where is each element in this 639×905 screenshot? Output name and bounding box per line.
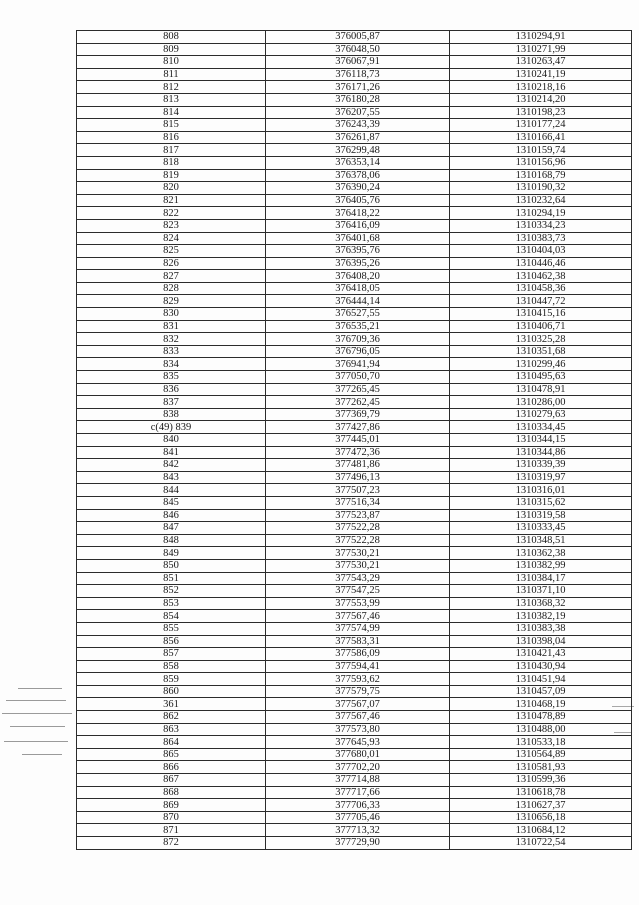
point-number-cell: 821 bbox=[77, 194, 266, 207]
x-coordinate-cell: 376796,05 bbox=[266, 345, 450, 358]
point-number-cell: 854 bbox=[77, 610, 266, 623]
x-coordinate-cell: 376418,05 bbox=[266, 282, 450, 295]
x-coordinate-cell: 377706,33 bbox=[266, 799, 450, 812]
point-number-cell: 361 bbox=[77, 698, 266, 711]
y-coordinate-cell: 1310684,12 bbox=[450, 824, 632, 837]
point-number-cell: 808 bbox=[77, 31, 266, 44]
y-coordinate-cell: 1310457,09 bbox=[450, 685, 632, 698]
x-coordinate-cell: 376416,09 bbox=[266, 219, 450, 232]
y-coordinate-cell: 1310241,19 bbox=[450, 68, 632, 81]
table-row bbox=[77, 824, 632, 837]
point-number-cell: 811 bbox=[77, 68, 266, 81]
table-row bbox=[77, 43, 632, 56]
table-row bbox=[77, 434, 632, 447]
x-coordinate-cell: 376118,73 bbox=[266, 68, 450, 81]
table-row bbox=[77, 534, 632, 547]
y-coordinate-cell: 1310447,72 bbox=[450, 295, 632, 308]
point-number-cell: 869 bbox=[77, 799, 266, 812]
y-coordinate-cell: 1310468,19 bbox=[450, 698, 632, 711]
y-coordinate-cell: 1310271,99 bbox=[450, 43, 632, 56]
table-row bbox=[77, 408, 632, 421]
x-coordinate-cell: 377729,90 bbox=[266, 837, 450, 850]
table-row bbox=[77, 421, 632, 434]
x-coordinate-cell: 377262,45 bbox=[266, 396, 450, 409]
table-row bbox=[77, 371, 632, 384]
y-coordinate-cell: 1310299,46 bbox=[450, 358, 632, 371]
point-number-cell: 831 bbox=[77, 320, 266, 333]
x-coordinate-cell: 377567,46 bbox=[266, 711, 450, 724]
x-coordinate-cell: 376395,26 bbox=[266, 257, 450, 270]
x-coordinate-cell: 377530,21 bbox=[266, 547, 450, 560]
point-number-cell: 846 bbox=[77, 509, 266, 522]
point-number-cell: 857 bbox=[77, 648, 266, 661]
x-coordinate-cell: 376180,28 bbox=[266, 93, 450, 106]
x-coordinate-cell: 377522,28 bbox=[266, 534, 450, 547]
x-coordinate-cell: 377573,80 bbox=[266, 723, 450, 736]
point-number-cell: 841 bbox=[77, 446, 266, 459]
table-row bbox=[77, 345, 632, 358]
x-coordinate-cell: 377645,93 bbox=[266, 736, 450, 749]
table-row bbox=[77, 610, 632, 623]
point-number-cell: 870 bbox=[77, 811, 266, 824]
x-coordinate-cell: 376401,68 bbox=[266, 232, 450, 245]
y-coordinate-cell: 1310382,99 bbox=[450, 559, 632, 572]
table-row bbox=[77, 93, 632, 106]
point-number-cell: 819 bbox=[77, 169, 266, 182]
table-row bbox=[77, 68, 632, 81]
table-row bbox=[77, 648, 632, 661]
y-coordinate-cell: 1310362,38 bbox=[450, 547, 632, 560]
x-coordinate-cell: 376005,87 bbox=[266, 31, 450, 44]
scan-artifact bbox=[2, 713, 72, 714]
y-coordinate-cell: 1310458,36 bbox=[450, 282, 632, 295]
y-coordinate-cell: 1310218,16 bbox=[450, 81, 632, 94]
point-number-cell: 852 bbox=[77, 585, 266, 598]
point-number-cell: 858 bbox=[77, 660, 266, 673]
x-coordinate-cell: 377472,36 bbox=[266, 446, 450, 459]
x-coordinate-cell: 376207,55 bbox=[266, 106, 450, 119]
point-number-cell: 863 bbox=[77, 723, 266, 736]
x-coordinate-cell: 377369,79 bbox=[266, 408, 450, 421]
table-row bbox=[77, 194, 632, 207]
table-row bbox=[77, 585, 632, 598]
x-coordinate-cell: 377523,87 bbox=[266, 509, 450, 522]
x-coordinate-cell: 377516,34 bbox=[266, 496, 450, 509]
point-number-cell: 832 bbox=[77, 333, 266, 346]
point-number-cell: 868 bbox=[77, 786, 266, 799]
table-row bbox=[77, 295, 632, 308]
x-coordinate-cell: 377481,86 bbox=[266, 459, 450, 472]
y-coordinate-cell: 1310166,41 bbox=[450, 131, 632, 144]
x-coordinate-cell: 376418,22 bbox=[266, 207, 450, 220]
table-row bbox=[77, 597, 632, 610]
y-coordinate-cell: 1310316,01 bbox=[450, 484, 632, 497]
point-number-cell: 844 bbox=[77, 484, 266, 497]
y-coordinate-cell: 1310478,89 bbox=[450, 711, 632, 724]
table-row bbox=[77, 459, 632, 472]
point-number-cell: 835 bbox=[77, 371, 266, 384]
y-coordinate-cell: 1310334,45 bbox=[450, 421, 632, 434]
coordinates-table bbox=[76, 30, 632, 850]
point-number-cell: 864 bbox=[77, 736, 266, 749]
x-coordinate-cell: 377522,28 bbox=[266, 522, 450, 535]
table-row bbox=[77, 774, 632, 787]
y-coordinate-cell: 1310325,28 bbox=[450, 333, 632, 346]
y-coordinate-cell: 1310533,18 bbox=[450, 736, 632, 749]
point-number-cell: 865 bbox=[77, 748, 266, 761]
y-coordinate-cell: 1310406,71 bbox=[450, 320, 632, 333]
point-number-cell: 847 bbox=[77, 522, 266, 535]
table-row bbox=[77, 245, 632, 258]
x-coordinate-cell: 376390,24 bbox=[266, 182, 450, 195]
scan-artifact bbox=[10, 726, 65, 727]
y-coordinate-cell: 1310599,36 bbox=[450, 774, 632, 787]
table-row bbox=[77, 496, 632, 509]
table-row bbox=[77, 837, 632, 850]
y-coordinate-cell: 1310156,96 bbox=[450, 156, 632, 169]
x-coordinate-cell: 376353,14 bbox=[266, 156, 450, 169]
point-number-cell: 843 bbox=[77, 471, 266, 484]
point-number-cell: 833 bbox=[77, 345, 266, 358]
y-coordinate-cell: 1310159,74 bbox=[450, 144, 632, 157]
y-coordinate-cell: 1310368,32 bbox=[450, 597, 632, 610]
table-row bbox=[77, 736, 632, 749]
point-number-cell: 822 bbox=[77, 207, 266, 220]
table-row bbox=[77, 207, 632, 220]
table-row bbox=[77, 320, 632, 333]
y-coordinate-cell: 1310315,62 bbox=[450, 496, 632, 509]
y-coordinate-cell: 1310404,03 bbox=[450, 245, 632, 258]
x-coordinate-cell: 377050,70 bbox=[266, 371, 450, 384]
y-coordinate-cell: 1310319,58 bbox=[450, 509, 632, 522]
x-coordinate-cell: 377586,09 bbox=[266, 648, 450, 661]
x-coordinate-cell: 377717,66 bbox=[266, 786, 450, 799]
point-number-cell: 820 bbox=[77, 182, 266, 195]
table-row bbox=[77, 484, 632, 497]
x-coordinate-cell: 376535,21 bbox=[266, 320, 450, 333]
point-number-cell: 850 bbox=[77, 559, 266, 572]
x-coordinate-cell: 377445,01 bbox=[266, 434, 450, 447]
table-row bbox=[77, 559, 632, 572]
table-row bbox=[77, 761, 632, 774]
y-coordinate-cell: 1310627,37 bbox=[450, 799, 632, 812]
table-row bbox=[77, 685, 632, 698]
table-row bbox=[77, 446, 632, 459]
x-coordinate-cell: 376299,48 bbox=[266, 144, 450, 157]
x-coordinate-cell: 376395,76 bbox=[266, 245, 450, 258]
y-coordinate-cell: 1310581,93 bbox=[450, 761, 632, 774]
point-number-cell: 813 bbox=[77, 93, 266, 106]
y-coordinate-cell: 1310488,00 bbox=[450, 723, 632, 736]
y-coordinate-cell: 1310348,51 bbox=[450, 534, 632, 547]
y-coordinate-cell: 1310286,00 bbox=[450, 396, 632, 409]
x-coordinate-cell: 376243,39 bbox=[266, 119, 450, 132]
y-coordinate-cell: 1310279,63 bbox=[450, 408, 632, 421]
x-coordinate-cell: 377496,13 bbox=[266, 471, 450, 484]
x-coordinate-cell: 376261,87 bbox=[266, 131, 450, 144]
x-coordinate-cell: 377547,25 bbox=[266, 585, 450, 598]
y-coordinate-cell: 1310371,10 bbox=[450, 585, 632, 598]
scan-artifact bbox=[4, 741, 68, 742]
table-row bbox=[77, 56, 632, 69]
y-coordinate-cell: 1310333,45 bbox=[450, 522, 632, 535]
x-coordinate-cell: 376941,94 bbox=[266, 358, 450, 371]
y-coordinate-cell: 1310294,19 bbox=[450, 207, 632, 220]
y-coordinate-cell: 1310618,78 bbox=[450, 786, 632, 799]
scan-artifact bbox=[6, 700, 66, 701]
point-number-cell: 871 bbox=[77, 824, 266, 837]
y-coordinate-cell: 1310722,54 bbox=[450, 837, 632, 850]
table-row bbox=[77, 711, 632, 724]
table-row bbox=[77, 106, 632, 119]
x-coordinate-cell: 377507,23 bbox=[266, 484, 450, 497]
x-coordinate-cell: 376408,20 bbox=[266, 270, 450, 283]
point-number-cell: 816 bbox=[77, 131, 266, 144]
y-coordinate-cell: 1310415,16 bbox=[450, 308, 632, 321]
table-row bbox=[77, 144, 632, 157]
table-row bbox=[77, 660, 632, 673]
table-row bbox=[77, 748, 632, 761]
y-coordinate-cell: 1310446,46 bbox=[450, 257, 632, 270]
table-row bbox=[77, 547, 632, 560]
point-number-cell: 830 bbox=[77, 308, 266, 321]
x-coordinate-cell: 377579,75 bbox=[266, 685, 450, 698]
x-coordinate-cell: 377574,99 bbox=[266, 622, 450, 635]
table-row bbox=[77, 257, 632, 270]
y-coordinate-cell: 1310190,32 bbox=[450, 182, 632, 195]
table-row bbox=[77, 270, 632, 283]
point-number-cell: 867 bbox=[77, 774, 266, 787]
x-coordinate-cell: 377553,99 bbox=[266, 597, 450, 610]
table-row bbox=[77, 31, 632, 44]
y-coordinate-cell: 1310564,89 bbox=[450, 748, 632, 761]
table-row bbox=[77, 182, 632, 195]
table-row bbox=[77, 308, 632, 321]
coordinates-table-body bbox=[77, 31, 632, 850]
point-number-cell: 815 bbox=[77, 119, 266, 132]
table-row bbox=[77, 131, 632, 144]
x-coordinate-cell: 377265,45 bbox=[266, 383, 450, 396]
x-coordinate-cell: 377427,86 bbox=[266, 421, 450, 434]
y-coordinate-cell: 1310294,91 bbox=[450, 31, 632, 44]
table-row bbox=[77, 811, 632, 824]
x-coordinate-cell: 376171,26 bbox=[266, 81, 450, 94]
point-number-cell: 838 bbox=[77, 408, 266, 421]
point-number-cell: 856 bbox=[77, 635, 266, 648]
point-number-cell: 810 bbox=[77, 56, 266, 69]
y-coordinate-cell: 1310656,18 bbox=[450, 811, 632, 824]
table-row bbox=[77, 219, 632, 232]
table-row bbox=[77, 522, 632, 535]
table-row bbox=[77, 622, 632, 635]
table-row bbox=[77, 572, 632, 585]
y-coordinate-cell: 1310384,17 bbox=[450, 572, 632, 585]
point-number-cell: 834 bbox=[77, 358, 266, 371]
point-number-cell: 845 bbox=[77, 496, 266, 509]
table-row bbox=[77, 698, 632, 711]
y-coordinate-cell: 1310214,20 bbox=[450, 93, 632, 106]
point-number-cell: 826 bbox=[77, 257, 266, 270]
x-coordinate-cell: 377713,32 bbox=[266, 824, 450, 837]
point-number-cell: 872 bbox=[77, 837, 266, 850]
y-coordinate-cell: 1310421,43 bbox=[450, 648, 632, 661]
point-number-cell: 840 bbox=[77, 434, 266, 447]
x-coordinate-cell: 377680,01 bbox=[266, 748, 450, 761]
point-number-cell: 849 bbox=[77, 547, 266, 560]
y-coordinate-cell: 1310495,63 bbox=[450, 371, 632, 384]
y-coordinate-cell: 1310398,04 bbox=[450, 635, 632, 648]
point-number-cell: 837 bbox=[77, 396, 266, 409]
point-number-cell: 814 bbox=[77, 106, 266, 119]
table-row bbox=[77, 396, 632, 409]
table-row bbox=[77, 509, 632, 522]
y-coordinate-cell: 1310383,38 bbox=[450, 622, 632, 635]
table-row bbox=[77, 786, 632, 799]
x-coordinate-cell: 376067,91 bbox=[266, 56, 450, 69]
y-coordinate-cell: 1310382,19 bbox=[450, 610, 632, 623]
table-row bbox=[77, 358, 632, 371]
x-coordinate-cell: 376378,06 bbox=[266, 169, 450, 182]
table-row bbox=[77, 282, 632, 295]
point-number-cell: 836 bbox=[77, 383, 266, 396]
table-row bbox=[77, 333, 632, 346]
y-coordinate-cell: 1310177,24 bbox=[450, 119, 632, 132]
y-coordinate-cell: 1310168,79 bbox=[450, 169, 632, 182]
point-number-cell: 842 bbox=[77, 459, 266, 472]
table-row bbox=[77, 673, 632, 686]
x-coordinate-cell: 377705,46 bbox=[266, 811, 450, 824]
point-number-cell: 827 bbox=[77, 270, 266, 283]
point-number-cell: 817 bbox=[77, 144, 266, 157]
x-coordinate-cell: 377567,46 bbox=[266, 610, 450, 623]
x-coordinate-cell: 377714,88 bbox=[266, 774, 450, 787]
table-row bbox=[77, 635, 632, 648]
table-row bbox=[77, 723, 632, 736]
point-number-cell: c(49) 839 bbox=[77, 421, 266, 434]
x-coordinate-cell: 376444,14 bbox=[266, 295, 450, 308]
y-coordinate-cell: 1310344,15 bbox=[450, 434, 632, 447]
point-number-cell: 848 bbox=[77, 534, 266, 547]
point-number-cell: 825 bbox=[77, 245, 266, 258]
table-row bbox=[77, 119, 632, 132]
y-coordinate-cell: 1310451,94 bbox=[450, 673, 632, 686]
point-number-cell: 828 bbox=[77, 282, 266, 295]
table-row bbox=[77, 169, 632, 182]
x-coordinate-cell: 376527,55 bbox=[266, 308, 450, 321]
y-coordinate-cell: 1310232,64 bbox=[450, 194, 632, 207]
point-number-cell: 812 bbox=[77, 81, 266, 94]
y-coordinate-cell: 1310430,94 bbox=[450, 660, 632, 673]
table-row bbox=[77, 232, 632, 245]
y-coordinate-cell: 1310383,73 bbox=[450, 232, 632, 245]
x-coordinate-cell: 377583,31 bbox=[266, 635, 450, 648]
x-coordinate-cell: 377702,20 bbox=[266, 761, 450, 774]
point-number-cell: 853 bbox=[77, 597, 266, 610]
point-number-cell: 851 bbox=[77, 572, 266, 585]
y-coordinate-cell: 1310319,97 bbox=[450, 471, 632, 484]
y-coordinate-cell: 1310263,47 bbox=[450, 56, 632, 69]
table-row bbox=[77, 81, 632, 94]
point-number-cell: 859 bbox=[77, 673, 266, 686]
y-coordinate-cell: 1310198,23 bbox=[450, 106, 632, 119]
y-coordinate-cell: 1310351,68 bbox=[450, 345, 632, 358]
table-row bbox=[77, 156, 632, 169]
x-coordinate-cell: 377593,62 bbox=[266, 673, 450, 686]
y-coordinate-cell: 1310334,23 bbox=[450, 219, 632, 232]
y-coordinate-cell: 1310462,38 bbox=[450, 270, 632, 283]
x-coordinate-cell: 376405,76 bbox=[266, 194, 450, 207]
y-coordinate-cell: 1310478,91 bbox=[450, 383, 632, 396]
point-number-cell: 855 bbox=[77, 622, 266, 635]
scan-artifact bbox=[18, 688, 62, 689]
scan-artifact bbox=[22, 754, 62, 755]
point-number-cell: 809 bbox=[77, 43, 266, 56]
point-number-cell: 824 bbox=[77, 232, 266, 245]
x-coordinate-cell: 377543,29 bbox=[266, 572, 450, 585]
x-coordinate-cell: 376048,50 bbox=[266, 43, 450, 56]
point-number-cell: 823 bbox=[77, 219, 266, 232]
y-coordinate-cell: 1310339,39 bbox=[450, 459, 632, 472]
table-row bbox=[77, 471, 632, 484]
table-row bbox=[77, 383, 632, 396]
point-number-cell: 818 bbox=[77, 156, 266, 169]
point-number-cell: 866 bbox=[77, 761, 266, 774]
point-number-cell: 829 bbox=[77, 295, 266, 308]
x-coordinate-cell: 376709,36 bbox=[266, 333, 450, 346]
x-coordinate-cell: 377567,07 bbox=[266, 698, 450, 711]
point-number-cell: 860 bbox=[77, 685, 266, 698]
x-coordinate-cell: 377530,21 bbox=[266, 559, 450, 572]
table-row bbox=[77, 799, 632, 812]
x-coordinate-cell: 377594,41 bbox=[266, 660, 450, 673]
y-coordinate-cell: 1310344,86 bbox=[450, 446, 632, 459]
point-number-cell: 862 bbox=[77, 711, 266, 724]
